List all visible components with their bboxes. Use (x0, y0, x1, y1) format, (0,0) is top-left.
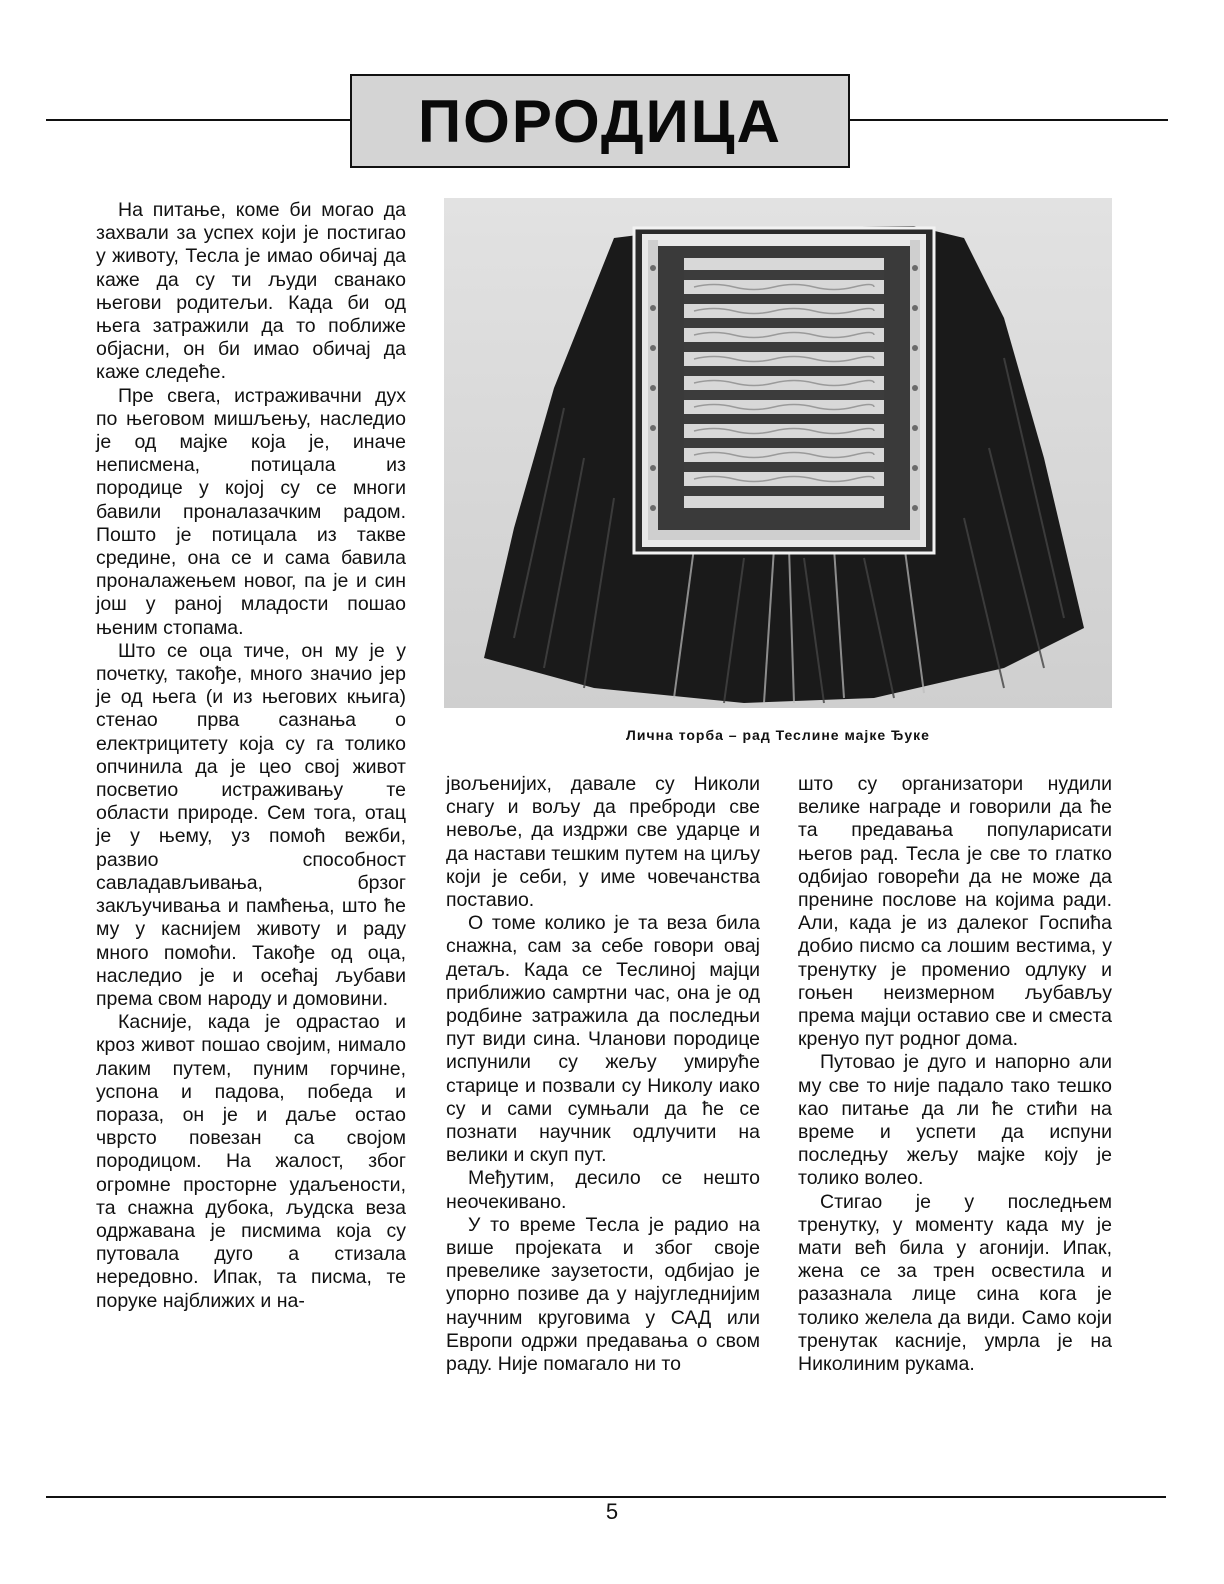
paragraph: Путовао је дуго и напорно али му све то није падало тако тешко као питање да ли ће стићи на време и успети да испуни последњу жељу мајке коју је толико волео. (798, 1051, 1112, 1190)
article-column-3 (798, 773, 1112, 1376)
paragraph: Међутим, десило се нешто неочекивано. (446, 1167, 760, 1213)
title-rule-left (46, 119, 352, 121)
paragraph: Што се оца тиче, он му је у почетку, такође, много значио јер је од њега (и из његових књига) стенао прва сазнања о електрицитету која су га толико опчинила да је цео свој живот посветио истраживању те области природе. Сем тога, отац је у њему, уз помоћ вежби, развио способност савладављивања, брзог закључивања и памћења, што ће му у каснијем животу и раду много помоћи. Такође од оца, наследио је и осећај љубави према свом народу и домовини. (96, 639, 406, 1010)
paragraph: У то време Тесла је радио на више пројеката и због своје превелике заузетости, одбијао је упорно позиве да у најугледнијим научним круговима у САД или Европи одржи предавања о свом раду. Није помагало ни то (446, 1213, 760, 1376)
bag-photo (444, 198, 1112, 708)
paragraph: На питање, коме би могао да захвали за успех који је постигао у животу, Тесла је имао обичај да каже да су ти људи сванако његови родитељи. Када би од њега затражили да то поближе објасни, он би имао обичај да каже следеће. (96, 199, 406, 384)
footer-rule (46, 1496, 1166, 1498)
paragraph: Касније, када је одрастао и кроз живот пошао својим, нимало лаким путем, пуним горчине, успона и падова, победа и пораза, он је и даље остао чврсто повезан са својом породицом. На жалост, због огромне просторне удаљености, та снажна дубока, људска веза одржавана је писмима која су путовала дуго а стизала нередовно. Ипак, та писма, те поруке најближих и на- (96, 1011, 406, 1312)
page-number: 5 (605, 1499, 619, 1524)
paragraph: О томе колико је та веза била снажна, сам за себе говори овај детаљ. Када се Теслиној мајци приближио самртни час, она је од родбине затражила да последњи пут види сина. Чланови породице испунили су жељу умируће старице и позвали су Николу иако су и сами сумњали да ће се познати научник одлучити на велики и скуп пут. (446, 912, 760, 1167)
paragraph: Пре свега, истраживачни дух по његовом мишљењу, наследио је од мајке која је, иначе неписмена, потицала из породице у којој су се многи бавили проналазачким радом. Пошто је потицала из такве средине, она се и сама бавила проналажењем новог, па је и син још у раној младости пошао њеним стопама. (96, 384, 406, 639)
paragraph: Стигао је у последњем тренутку, у моменту када му је мати већ била у агонији. Ипак, жена се за трен освестила и разазнала лице сина кога је толико желела да види. Само који тренутак касније, умрла је на Николиним рукама. (798, 1190, 1112, 1376)
page-title: ПОРОДИЦА (418, 87, 782, 155)
article-column-1 (96, 199, 406, 1313)
title-rule-right (850, 119, 1168, 121)
paragraph: јвољенијих, давале су Николи снагу и вољу да преброди све невоље, да издржи све ударце и да настави тешким путем на циљу који је себи, у име човечанства поставио. (446, 773, 760, 912)
title-box (350, 74, 850, 168)
article-column-2 (446, 773, 760, 1376)
photo-caption: Лична торба – рад Теслине мајке Ђуке (626, 727, 930, 743)
paragraph: што су организатори нудили велике награде и говорили да ће та предавања популарисати његов рад. Тесла је све то глатко одбијао говорећи да не може да пренине послове на којима ради. Али, када је из далеког Госпића добио писмо са лошим вестима, у тренутку је променио одлуку и гоњен неизмерном љубављу према мајци оставио све и сместа кренуо пут родног дома. (798, 773, 1112, 1051)
